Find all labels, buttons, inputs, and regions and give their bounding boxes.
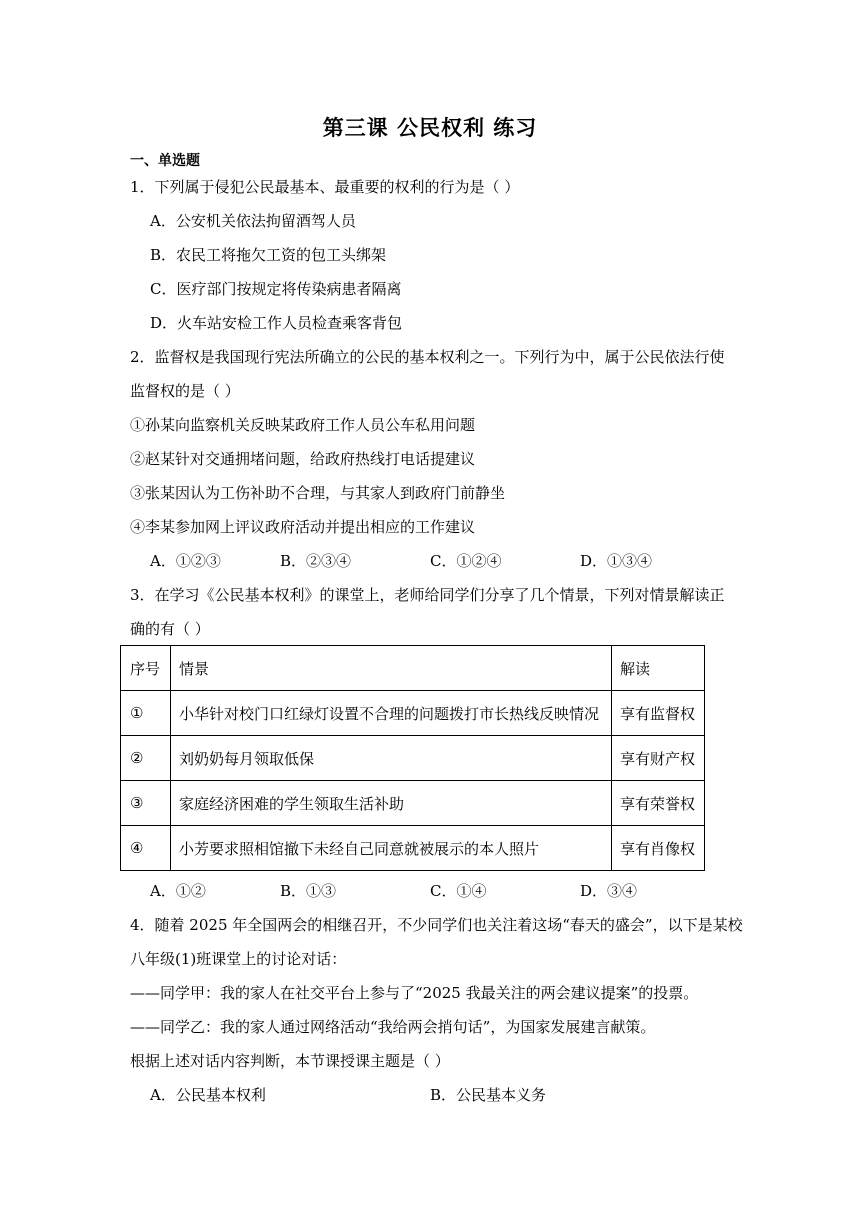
table-header-cell: 序号: [121, 646, 171, 691]
table-row: [121, 781, 705, 826]
q4-option-b: B．公民基本义务: [430, 1086, 547, 1104]
q1-option-b: B．农民工将拖欠工资的包工头绑架: [150, 246, 387, 264]
q3-stem-line1: 3．在学习《公民基本权利》的课堂上，老师给同学们分享了几个情景，下列对情景解读正: [130, 586, 725, 604]
q3-option-d: D．③④: [580, 882, 638, 900]
table-cell: 家庭经济困难的学生领取生活补助: [171, 781, 612, 826]
q4-stem-line1: 4．随着 2025 年全国两会的相继召开，不少同学们也关注着这场“春天的盛会”，以下是某校: [130, 916, 743, 934]
table-header-cell: 解读: [612, 646, 705, 691]
q3-table: [120, 645, 705, 871]
q2-option-d: D．①③④: [580, 552, 653, 570]
table-header-row: [121, 646, 705, 691]
table-cell: 享有财产权: [612, 736, 705, 781]
table-cell: ④: [121, 826, 171, 871]
q2-option-c: C．①②④: [430, 552, 502, 570]
table-cell: ③: [121, 781, 171, 826]
q2-stem-line1: 2．监督权是我国现行宪法所确立的公民的基本权利之一。下列行为中，属于公民依法行使: [130, 348, 725, 366]
q4-option-a: A．公民基本权利: [150, 1086, 266, 1104]
q3-option-a: A．①②: [150, 882, 206, 900]
q1-option-a: A．公安机关依法拘留酒驾人员: [150, 212, 356, 230]
q2-stem-line2: 监督权的是（ ）: [130, 382, 240, 400]
q1-option-c: C．医疗部门按规定将传染病患者隔离: [150, 280, 402, 298]
q4-dialog-2: ——同学乙：我的家人通过网络活动“我给两会捎句话”，为国家发展建言献策。: [130, 1018, 656, 1036]
table-row: [121, 736, 705, 781]
q3-option-b: B．①③: [280, 882, 337, 900]
table-cell: 小华针对校门口红绿灯设置不合理的问题拨打市长热线反映情况: [171, 691, 612, 736]
q2-item-4: ④李某参加网上评议政府活动并提出相应的工作建议: [130, 518, 476, 536]
q2-item-1: ①孙某向监察机关反映某政府工作人员公车私用问题: [130, 416, 476, 434]
q3-stem-line2: 确的有（ ）: [130, 620, 210, 638]
table-cell: ②: [121, 736, 171, 781]
table-cell: 刘奶奶每月领取低保: [171, 736, 612, 781]
table-row: [121, 691, 705, 736]
q2-option-b: B．②③④: [280, 552, 352, 570]
q4-dialog-1: ——同学甲：我的家人在社交平台上参与了“2025 我最关注的两会建议提案”的投票。: [130, 984, 699, 1002]
q2-item-3: ③张某因认为工伤补助不合理，与其家人到政府门前静坐: [130, 484, 506, 502]
table-cell: 享有肖像权: [612, 826, 705, 871]
table-cell: 享有荣誉权: [612, 781, 705, 826]
q1-stem: 1．下列属于侵犯公民最基本、最重要的权利的行为是（ ）: [130, 178, 520, 196]
q1-option-d: D．火车站安检工作人员检查乘客背包: [150, 314, 403, 332]
q3-option-c: C．①④: [430, 882, 487, 900]
q2-item-2: ②赵某针对交通拥堵问题，给政府热线打电话提建议: [130, 450, 476, 468]
page-title: 第三课 公民权利 练习: [322, 116, 538, 140]
section-heading: 一、单选题: [130, 153, 200, 169]
table-cell: 享有监督权: [612, 691, 705, 736]
q4-stem-line2: 八年级(1)班课堂上的讨论对话：: [130, 950, 347, 968]
table-cell: ①: [121, 691, 171, 736]
table-row: [121, 826, 705, 871]
table-cell: 小芳要求照相馆撤下未经自己同意就被展示的本人照片: [171, 826, 612, 871]
q2-option-a: A．①②③: [150, 552, 221, 570]
table-header-cell: 情景: [171, 646, 612, 691]
q4-question: 根据上述对话内容判断，本节课授课主题是（ ）: [130, 1052, 450, 1070]
